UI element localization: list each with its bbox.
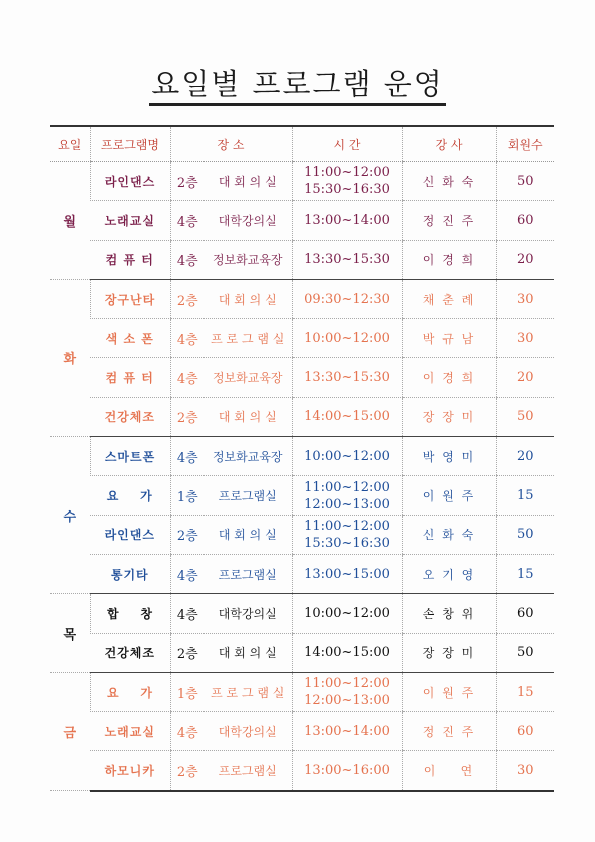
time [292,712,402,751]
time [292,162,402,201]
time-slot: 12:00~13:00 [304,693,390,708]
header-day: 요일 [50,126,90,162]
header-row [50,126,554,162]
time [292,240,402,279]
day-cell: 수 [50,437,90,594]
time [292,672,402,711]
day-cell: 금 [50,672,90,790]
floor: 4층 [170,201,204,240]
room: 대 회 의 실 [204,162,292,201]
room: 프로그램실 [204,476,292,515]
schedule-row [50,319,554,358]
schedule-row [50,201,554,240]
program-name: 스마트폰 [90,437,170,476]
room: 대학강의실 [204,201,292,240]
schedule-row [50,712,554,751]
program-name: 노래교실 [90,201,170,240]
member-count: 30 [496,279,554,318]
member-count: 20 [496,240,554,279]
time [292,476,402,515]
program-name: 컴 퓨 터 [90,240,170,279]
time [292,437,402,476]
member-count: 60 [496,594,554,633]
header-location: 장 소 [170,126,292,162]
room: 프로그램실 [204,554,292,593]
member-count: 50 [496,633,554,672]
time-slot: 09:30~12:30 [304,291,390,307]
program-name: 하모니카 [90,751,170,791]
floor: 4층 [170,594,204,633]
schedule-row [50,751,554,791]
time [292,515,402,554]
time-slot: 13:00~15:00 [304,566,390,582]
day-cell: 화 [50,279,90,436]
program-name: 요 가 [90,672,170,711]
time-slot: 13:00~14:00 [304,212,390,228]
floor: 4층 [170,554,204,593]
floor: 2층 [170,397,204,436]
program-name: 컴 퓨 터 [90,358,170,397]
program-name: 건강체조 [90,397,170,436]
floor: 2층 [170,633,204,672]
floor: 4층 [170,319,204,358]
header-members: 회원수 [496,126,554,162]
floor: 4층 [170,240,204,279]
program-name: 합 창 [90,594,170,633]
member-count: 15 [496,554,554,593]
room: 대학강의실 [204,594,292,633]
schedule-row [50,633,554,672]
day-cell: 목 [50,594,90,673]
teacher: 이 경 희 [402,358,496,397]
time-slot: 14:00~15:00 [304,409,390,425]
page-title [0,62,595,103]
time-slot: 10:00~12:00 [304,448,390,464]
teacher: 손 창 위 [402,594,496,633]
schedule-row [50,476,554,515]
room: 정보화교육장 [204,240,292,279]
member-count: 60 [496,201,554,240]
time-slot: 15:30~16:30 [304,182,390,198]
time-slot: 10:00~12:00 [304,330,390,346]
program-name: 장구난타 [90,279,170,318]
time [292,594,402,633]
floor: 4층 [170,437,204,476]
schedule-table [50,125,554,792]
time [292,279,402,318]
floor: 2층 [170,515,204,554]
room: 정보화교육장 [204,437,292,476]
teacher: 박 규 남 [402,319,496,358]
time-slot: 11:00~12:00 [304,165,390,181]
program-name: 노래교실 [90,712,170,751]
time-slot: 13:00~16:00 [304,763,390,779]
day-cell: 월 [50,162,90,280]
floor: 1층 [170,672,204,711]
header-program: 프로그램명 [90,126,170,162]
member-count: 20 [496,358,554,397]
room: 대 회 의 실 [204,279,292,318]
schedule-row [50,279,554,318]
floor: 4층 [170,712,204,751]
member-count: 50 [496,397,554,436]
time [292,358,402,397]
teacher: 장 장 미 [402,633,496,672]
room: 대 회 의 실 [204,515,292,554]
member-count: 50 [496,515,554,554]
room: 프 로 그 램 실 [204,319,292,358]
room: 프로그램실 [204,751,292,791]
program-name: 라인댄스 [90,162,170,201]
room: 대 회 의 실 [204,397,292,436]
teacher: 오 기 영 [402,554,496,593]
teacher: 이 원 주 [402,672,496,711]
time [292,397,402,436]
floor: 1층 [170,476,204,515]
time-slot: 13:00~14:00 [304,723,390,739]
time-slot: 10:00~12:00 [304,605,390,621]
time-slot: 13:30~15:30 [304,252,390,268]
teacher: 정 진 주 [402,201,496,240]
teacher: 신 화 숙 [402,515,496,554]
program-name: 라인댄스 [90,515,170,554]
time-slot: 11:00~12:00 [304,676,390,691]
time-slot: 12:00~13:00 [304,496,390,512]
floor: 2층 [170,279,204,318]
schedule-row [50,240,554,279]
time-slot: 11:00~12:00 [304,518,390,534]
member-count: 15 [496,672,554,711]
time-slot: 15:30~16:30 [304,535,390,551]
program-name: 색 소 폰 [90,319,170,358]
floor: 2층 [170,162,204,201]
member-count: 60 [496,712,554,751]
program-name: 건강체조 [90,633,170,672]
teacher: 이 경 희 [402,240,496,279]
page-title-text: 요일별 프로그램 운영 [149,67,446,106]
teacher: 박 영 미 [402,437,496,476]
header-teacher: 강 사 [402,126,496,162]
time [292,751,402,791]
member-count: 20 [496,437,554,476]
schedule-row [50,397,554,436]
schedule-body [50,162,554,791]
schedule-row [50,672,554,711]
schedule-row [50,515,554,554]
schedule-row [50,358,554,397]
time-slot: 13:30~15:30 [304,370,390,386]
teacher: 이 원 주 [402,476,496,515]
teacher: 정 진 주 [402,712,496,751]
teacher: 신 화 숙 [402,162,496,201]
teacher: 이 연 [402,751,496,791]
time-slot: 14:00~15:00 [304,645,390,661]
time [292,319,402,358]
time [292,633,402,672]
room: 정보화교육장 [204,358,292,397]
time-slot: 11:00~12:00 [304,479,390,495]
teacher: 채 춘 례 [402,279,496,318]
room: 프 로 그 램 실 [204,672,292,711]
time [292,201,402,240]
floor: 2층 [170,751,204,791]
room: 대 회 의 실 [204,633,292,672]
program-name: 통기타 [90,554,170,593]
header-time: 시 간 [292,126,402,162]
time [292,554,402,593]
schedule-row [50,554,554,593]
schedule-row [50,437,554,476]
member-count: 30 [496,319,554,358]
schedule-row [50,594,554,633]
teacher: 장 장 미 [402,397,496,436]
member-count: 15 [496,476,554,515]
program-name: 요 가 [90,476,170,515]
schedule-row [50,162,554,201]
room: 대학강의실 [204,712,292,751]
floor: 4층 [170,358,204,397]
member-count: 50 [496,162,554,201]
member-count: 30 [496,751,554,791]
